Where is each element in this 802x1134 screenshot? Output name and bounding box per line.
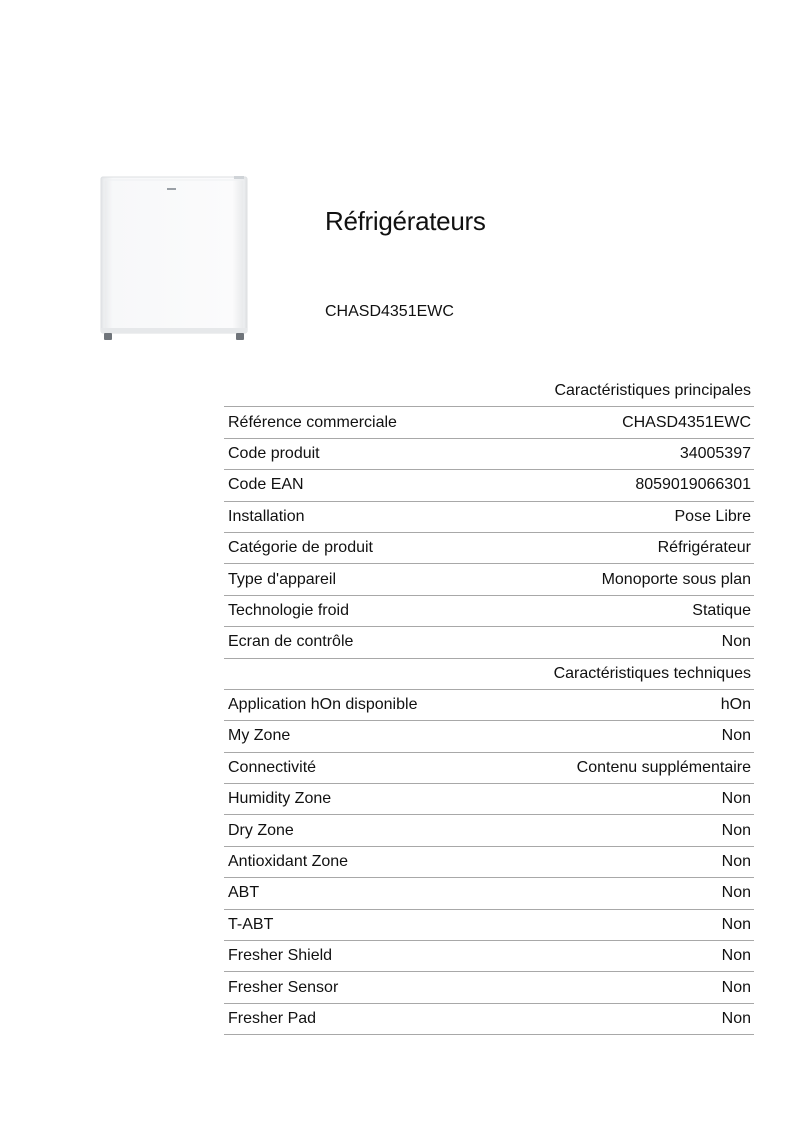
- spec-value: Pose Libre: [674, 507, 751, 525]
- spec-label: Application hOn disponible: [228, 696, 418, 714]
- spec-label: Technologie froid: [228, 601, 349, 619]
- spec-label: Dry Zone: [228, 821, 294, 839]
- spec-label: Humidity Zone: [228, 790, 332, 808]
- product-image: [98, 173, 250, 343]
- spec-row: [224, 502, 754, 533]
- spec-value: 34005397: [679, 444, 751, 462]
- spec-value: Contenu supplémentaire: [576, 758, 751, 776]
- page-title: Réfrigérateurs: [325, 206, 486, 236]
- spec-row: [224, 941, 754, 972]
- spec-table: [224, 376, 754, 1035]
- spec-value: Statique: [692, 601, 751, 619]
- spec-value: CHASD4351EWC: [622, 413, 751, 431]
- spec-label: Fresher Pad: [228, 1010, 317, 1027]
- spec-row: [224, 784, 754, 815]
- spec-row: [224, 690, 754, 721]
- spec-row: [224, 407, 754, 438]
- spec-label: Référence commerciale: [228, 413, 397, 431]
- spec-section-header: [224, 659, 754, 690]
- spec-label: Type d'appareil: [228, 570, 337, 588]
- spec-row: [224, 721, 754, 752]
- spec-row: [224, 470, 754, 501]
- spec-label: Catégorie de produit: [228, 539, 373, 557]
- spec-value: Non: [721, 915, 751, 933]
- section-title: Caractéristiques techniques: [553, 664, 751, 682]
- spec-label: Antioxidant Zone: [228, 853, 349, 871]
- spec-value: Non: [721, 821, 751, 839]
- section-title: Caractéristiques principales: [554, 382, 751, 400]
- spec-row: [224, 627, 754, 658]
- spec-label: Code EAN: [228, 476, 304, 494]
- spec-section-header: [224, 376, 754, 407]
- spec-value: Non: [721, 790, 751, 808]
- spec-label: Code produit: [228, 444, 320, 462]
- spec-row: [224, 847, 754, 878]
- spec-value: Non: [721, 884, 751, 902]
- spec-row: [224, 439, 754, 470]
- spec-label: Fresher Shield: [228, 947, 333, 965]
- product-code: CHASD4351EWC: [325, 303, 454, 320]
- spec-value: 8059019066301: [635, 476, 751, 494]
- fridge-icon: [98, 173, 250, 343]
- spec-value: Non: [721, 1010, 751, 1027]
- spec-row: [224, 910, 754, 941]
- spec-value: hOn: [720, 696, 751, 714]
- spec-label: Installation: [228, 507, 305, 525]
- spec-row: [224, 878, 754, 909]
- spec-value: Monoporte sous plan: [601, 570, 751, 588]
- spec-value: Non: [721, 978, 751, 996]
- spec-value: Non: [721, 947, 751, 965]
- spec-row: [224, 815, 754, 846]
- spec-label: T-ABT: [228, 915, 274, 933]
- spec-row: [224, 1004, 754, 1035]
- spec-value: Non: [721, 727, 751, 745]
- spec-label: Ecran de contrôle: [228, 633, 354, 651]
- spec-value: Réfrigérateur: [657, 539, 751, 557]
- spec-row: [224, 533, 754, 564]
- spec-value: Non: [721, 853, 751, 871]
- spec-row: [224, 753, 754, 784]
- spec-label: My Zone: [228, 727, 291, 745]
- spec-label: ABT: [228, 884, 260, 902]
- spec-row: [224, 596, 754, 627]
- spec-row: [224, 972, 754, 1003]
- spec-label: Fresher Sensor: [228, 978, 339, 996]
- spec-value: Non: [721, 633, 751, 651]
- spec-row: [224, 564, 754, 595]
- spec-label: Connectivité: [228, 758, 317, 776]
